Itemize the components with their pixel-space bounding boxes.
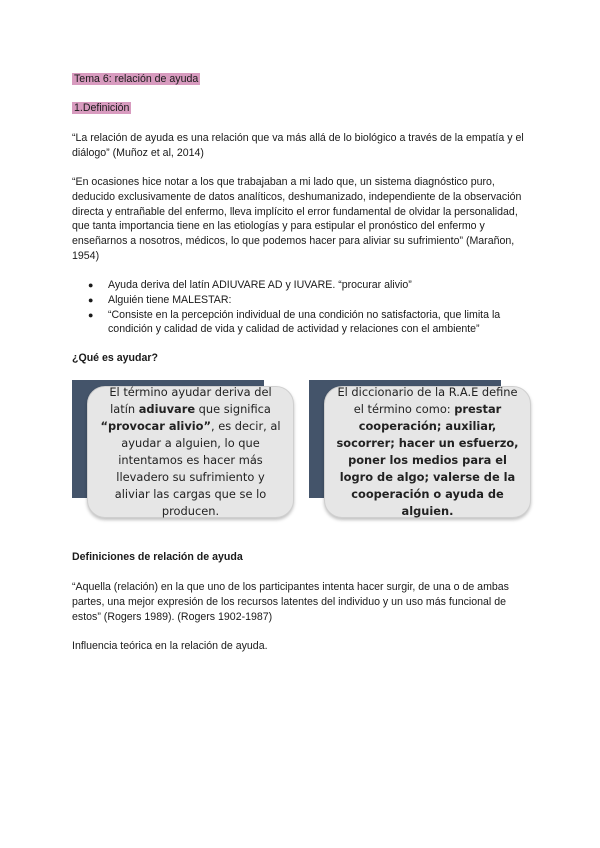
bullet-list	[86, 278, 526, 337]
quote-maranon: “En ocasiones hice notar a los que trabajaban a mi lado que, un sistema diagnóstico puro, deducido exclusivamente de datos analíticos, deshumanizado, independiente de la observación directa y entrañable del enfermo, lleva implícito el error fundamental de olvidar la personalidad, que tanta importancia tiene en las etiologías y para estipular el pronóstico del enfermo y enseñarnos a nosotros, médicos, lo que podemos hacer para aliviar su sufrimiento” (Marañon, 1954)	[72, 176, 522, 262]
list-item: ● “Consiste en la percepción individual de una condición no satisfactoria, que limita la condición y calidad de vida y calidad de actividad y relaciones con el ambiente”	[88, 308, 501, 336]
card-panel: El diccionario de la R.A.E define el término como: prestar cooperación; auxiliar, socorrer; hacer un esfuerzo, poner los medios para el logro de algo; valerse de la cooperación o ayuda de alguien.	[324, 386, 531, 518]
card-rae	[309, 380, 531, 518]
section-heading-definicion	[72, 101, 131, 116]
quote-munoz: “La relación de ayuda es una relación que va más allá de lo biológico a través de la empatía y el diálogo” (Muñoz et al, 2014)	[72, 132, 524, 159]
list-item: ● Ayuda deriva del latín ADIUVARE AD y IUVARE. “procurar alivio”	[88, 279, 412, 291]
quote-rogers: “Aquella (relación) en la que uno de los participantes intenta hacer surgir, de una o de ambas partes, una mejor expresión de los recursos latentes del individuo y un uso más funcional de estos” (Rogers 1989). (Rogers 1902-1987)	[72, 581, 509, 623]
topic-title-text: Tema 6: relación de ayuda	[74, 73, 199, 85]
card-panel: El término ayudar deriva del latín adiuvare que significa “provocar alivio”, es decir, al ayudar a alguien, lo que intentamos es hacer más llevadero su sufrimiento y aliviar las cargas que se lo producen.	[87, 386, 294, 518]
list-item: ● Alguién tiene MALESTAR:	[88, 293, 232, 306]
bullet-icon: ●	[88, 280, 94, 290]
influencia-text: Influencia teórica en la relación de ayuda.	[72, 640, 268, 652]
card-ayudar-latin	[72, 380, 294, 518]
topic-title	[72, 72, 200, 87]
section-heading-text: 1.Definición	[74, 102, 130, 114]
bullet-icon: ●	[88, 309, 94, 320]
heading-definiciones: Definiciones de relación de ayuda	[72, 551, 243, 563]
heading-que-es-ayudar: ¿Qué es ayudar?	[72, 352, 158, 364]
bullet-icon: ●	[88, 294, 94, 305]
